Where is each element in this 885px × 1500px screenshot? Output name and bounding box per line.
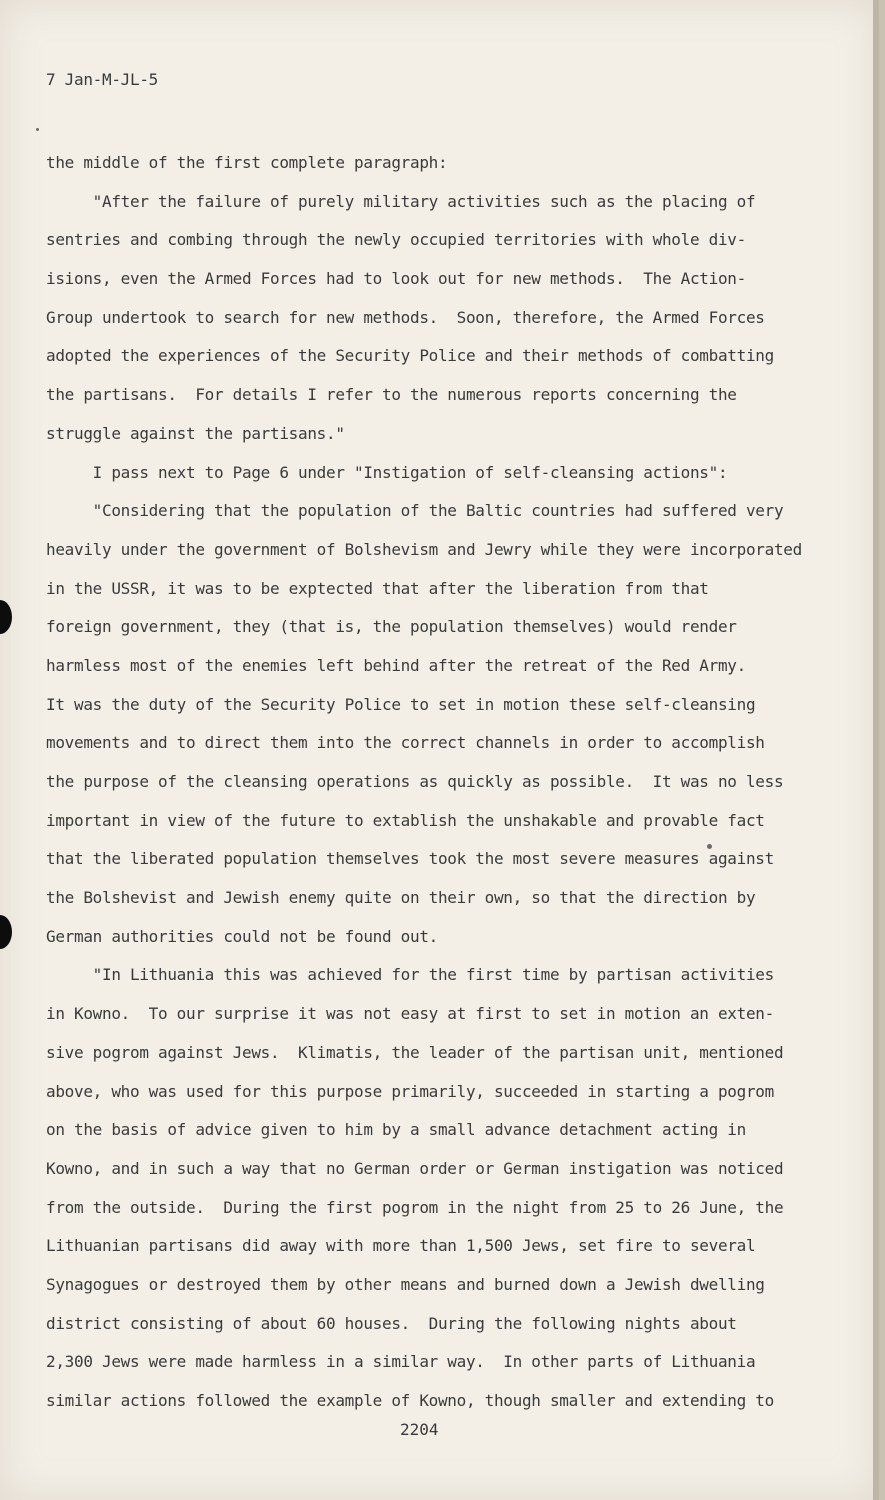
text-line: "Considering that the population of the Baltic countries had suffered very <box>46 501 784 521</box>
binder-hole-top <box>0 600 12 634</box>
text-line: 2,300 Jews were made harmless in a similar way. In other parts of Lithuania <box>46 1352 756 1372</box>
page-edge <box>873 0 879 1500</box>
text-line: above, who was used for this purpose primarily, succeeded in starting a pogrom <box>46 1081 774 1101</box>
text-line: the middle of the first complete paragraph: <box>46 153 448 172</box>
document-body <box>46 144 866 1421</box>
text-line: harmless most of the enemies left behind after the retreat of the Red Army. <box>46 655 746 675</box>
text-line: isions, even the Armed Forces had to look out for new methods. The Action- <box>46 269 746 289</box>
text-line: I pass next to Page 6 under "Instigation of self-cleansing actions": <box>46 462 728 482</box>
text-line: on the basis of advice given to him by a small advance detachment acting in <box>46 1120 746 1140</box>
text-line: sentries and combing through the newly occupied territories with whole div- <box>46 230 746 250</box>
text-line: that the liberated population themselves took the most severe measures against <box>46 849 774 869</box>
text-line: movements and to direct them into the correct channels in order to accomplish <box>46 733 765 753</box>
text-line: important in view of the future to extablish the unshakable and provable fact <box>46 810 765 830</box>
text-line: It was the duty of the Security Police to set in motion these self-cleansing <box>46 694 756 714</box>
text-line: German authorities could not be found out. <box>46 926 438 946</box>
text-line: foreign government, they (that is, the population themselves) would render <box>46 617 737 637</box>
text-line: struggle against the partisans." <box>46 423 345 443</box>
document-reference: 7 Jan-M-JL-5 <box>46 70 158 89</box>
text-line: adopted the experiences of the Security Police and their methods of combatting <box>46 346 774 366</box>
text-line: from the outside. During the first pogrom in the night from 25 to 26 June, the <box>46 1197 784 1217</box>
text-line: in the USSR, it was to be exptected that after the liberation from that <box>46 578 709 598</box>
text-line: the purpose of the cleansing operations as quickly as possible. It was no less <box>46 772 784 791</box>
text-line: sive pogrom against Jews. Klimatis, the leader of the partisan unit, mentioned <box>46 1042 784 1062</box>
text-line: similar actions followed the example of Kowno, though smaller and extending to <box>46 1391 774 1410</box>
ink-speck <box>36 128 39 131</box>
binder-hole-bottom <box>0 915 12 949</box>
text-line: "After the failure of purely military activities such as the placing of <box>46 191 756 211</box>
text-line: heavily under the government of Bolshevism and Jewry while they were incorporated <box>46 539 802 559</box>
text-line: in Kowno. To our surprise it was not easy at first to set in motion an exten- <box>46 1004 774 1024</box>
text-line: the Bolshevist and Jewish enemy quite on their own, so that the direction by <box>46 888 756 908</box>
text-line: Lithuanian partisans did away with more than 1,500 Jews, set fire to several <box>46 1236 756 1256</box>
text-line: Kowno, and in such a way that no German order or German instigation was noticed <box>46 1158 784 1178</box>
page-number: 2204 <box>400 1420 439 1439</box>
text-line: Synagogues or destroyed them by other means and burned down a Jewish dwelling <box>46 1274 765 1294</box>
text-line: the partisans. For details I refer to the numerous reports concerning the <box>46 385 737 405</box>
text-line: Group undertook to search for new methods. Soon, therefore, the Armed Forces <box>46 307 765 327</box>
text-line: district consisting of about 60 houses. During the following nights about <box>46 1313 737 1333</box>
text-line: "In Lithuania this was achieved for the first time by partisan activities <box>46 965 774 985</box>
